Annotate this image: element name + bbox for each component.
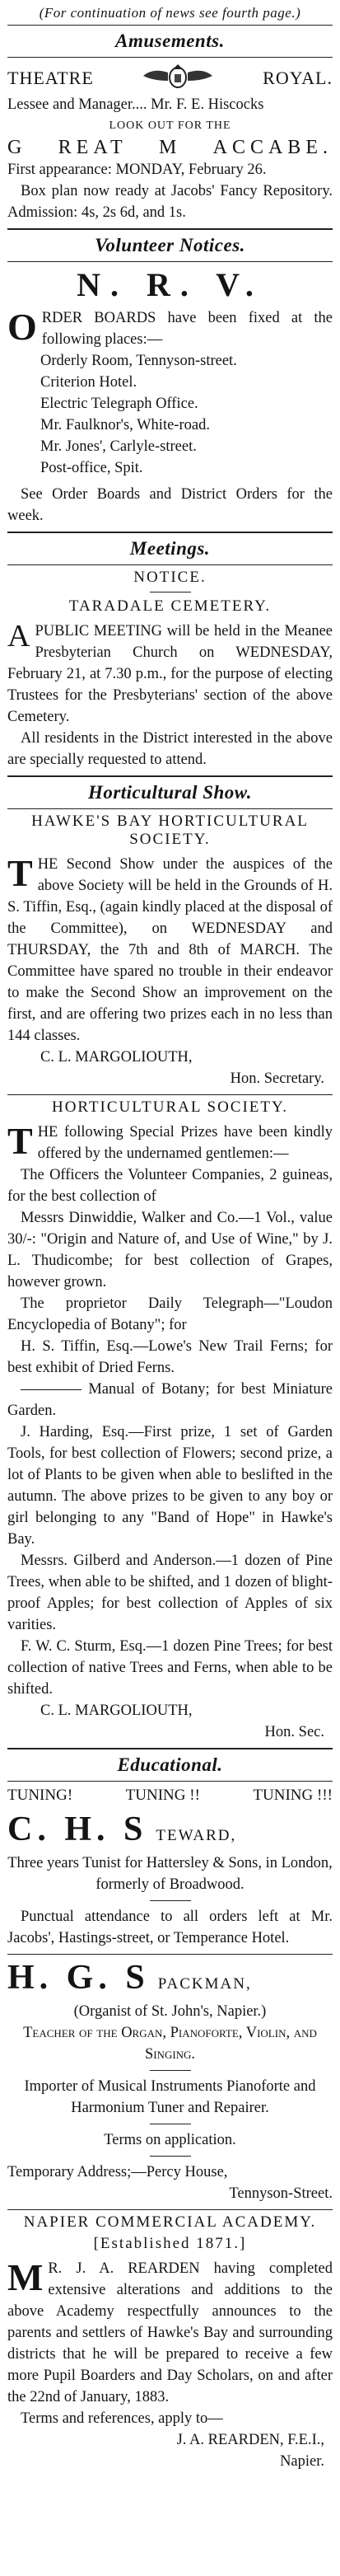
society-intro: HE following Special Prizes have been kindly offered by the undernamed gentlemen:—	[37, 1124, 333, 1162]
tuning-line	[7, 1787, 333, 1805]
list-item: Post-office, Spit.	[40, 460, 143, 476]
divider	[150, 2156, 191, 2157]
maccabe-word-rest: ACCABE.	[212, 137, 333, 158]
prize-paragraph: ———— Manual of Botany; for best Miniature Garden.	[7, 1381, 333, 1419]
prize-paragraph: H. S. Tiffin, Esq.—Lowe's New Trail Ferns; for best exhibit of Dried Ferns.	[7, 1338, 333, 1376]
academy-drop-cap: M	[7, 2258, 44, 2298]
box-plan: Box plan now ready at Jacobs' Fancy Repository. Admission: 4s, 2s 6d, and 1s.	[7, 183, 333, 221]
spackman-importer: Importer of Musical Instruments Pianoforte and Harmonium Tuner and Repairer.	[24, 2078, 316, 2116]
divider	[7, 1954, 333, 1955]
horticultural-heading: Horticultural Show.	[87, 782, 253, 803]
spackman-surname: PACKMAN,	[157, 1975, 252, 1993]
divider	[7, 261, 333, 262]
spackman-organist: (Organist of St. John's, Napier.)	[73, 2003, 267, 2020]
theatre-title-left: THEATRE	[7, 68, 94, 88]
horticultural-body-block	[7, 854, 333, 1047]
volunteer-footer: See Order Boards and District Orders for the week.	[7, 486, 333, 524]
royal-crest-icon	[128, 64, 227, 89]
academy-body-block	[7, 2258, 333, 2408]
divider	[7, 808, 333, 809]
divider	[7, 775, 333, 777]
divider	[150, 1900, 191, 1901]
academy-terms: Terms and references, apply to—	[21, 2410, 223, 2427]
steward-body: Three years Tunist for Hattersley & Sons, in London, formerly of Broadwood.	[7, 1855, 333, 1893]
prize-paragraph: J. Harding, Esq.—First prize, 1 set of Garden Tools, for best collection of Flowers; second prize, a lot of Plants to be given when able to beslifted in the autumn. The above prizes to be given to any boy or girl belonging to any "Band of Hope" in Hawke's Bay.	[7, 1424, 333, 1548]
divider	[7, 57, 333, 58]
divider	[7, 532, 333, 533]
prize-paragraph: The Officers the Volunteer Companies, 2 guineas, for the best collection of	[7, 1167, 333, 1205]
meeting-notice: NOTICE.	[133, 569, 207, 586]
list-item: Mr. Faulknor's, White-road.	[40, 417, 210, 433]
nrv-title: N. R. V.	[77, 266, 263, 303]
divider	[7, 2209, 333, 2210]
look-out-line: LOOK OUT FOR THE	[109, 119, 231, 132]
newspaper-page	[7, 0, 333, 2472]
academy-signature: J. A. REARDEN, F.E.I.,	[176, 2432, 324, 2448]
prize-paragraph: Messrs Dinwiddie, Walker and Co.—1 Vol., value 30/-: "Origin and Nature of, and Use of Wine," by J. L. Thudicombe; for best collection of Grapes, however grown.	[7, 1210, 333, 1290]
society-title: HORTICULTURAL SOCIETY.	[51, 1098, 289, 1116]
great-letter-g: G	[7, 137, 27, 158]
spackman-terms: Terms on application.	[104, 2132, 236, 2148]
tuning-3: TUNING !!!	[253, 1787, 333, 1804]
horticultural-drop-cap: T	[7, 854, 33, 894]
signature-title: Hon. Sec.	[264, 1724, 324, 1740]
meeting-title: TARADALE CEMETERY.	[68, 597, 272, 615]
divider	[7, 228, 333, 230]
signature-title: Hon. Secretary.	[230, 1070, 324, 1087]
divider	[150, 2070, 191, 2071]
horticultural-title: HAWKE'S BAY HORTICULTURAL SOCIETY.	[31, 813, 309, 848]
academy-body: R. J. A. REARDEN having completed extensive alterations and additions to the above Academy respectfully announces to the parents and settlers of Hawke's Bay and surrounding districts that he will be prepared to receive a few more Pupil Boarders and Day Scholars, on and after the 22nd of January, 1883.	[7, 2260, 333, 2405]
meetings-heading: Meetings.	[129, 538, 211, 559]
prize-paragraph: The proprietor Daily Telegraph—"Loudon Encyclopedia of Botany"; for	[7, 1295, 333, 1333]
first-appearance: First appearance: MONDAY, February 26.	[7, 162, 267, 178]
society-intro-block	[7, 1122, 333, 1164]
educational-heading: Educational.	[117, 1754, 223, 1775]
spackman-address: Temporary Address;—Percy House,	[7, 2164, 228, 2180]
lessee-line: Lessee and Manager.... Mr. F. E. Hiscocks	[7, 96, 264, 113]
list-item: Mr. Jones', Carlyle-street.	[40, 438, 197, 455]
prize-paragraph: F. W. C. Sturm, Esq.—1 dozen Pine Trees; for best collection of native Trees and Ferns, when able to be shifted.	[7, 1638, 333, 1698]
steward-note: Punctual attendance to all orders left at Mr. Jacobs', Hastings-street, or Temperance Hotel.	[7, 1909, 333, 1946]
divider	[7, 1094, 333, 1095]
horticultural-body: HE Second Show under the auspices of the above Society will be held in the Grounds of H. S. Tiffin, Esq., (again kindly placed at the disposal of the Committee), on WEDNESDAY and THURSDAY, the 7th and 8th of MARCH. The Committee have spared no trouble in their endeavor to make the Second Show an improvement on the first, and are offering two prizes each in no less than 144 classes.	[7, 856, 333, 1044]
volunteer-heading: Volunteer Notices.	[95, 235, 245, 255]
academy-established: [Established 1871.]	[93, 2235, 247, 2252]
steward-initials: C. H. S	[7, 1810, 148, 1848]
divider	[7, 1748, 333, 1749]
tuning-2: TUNING !!	[125, 1787, 200, 1804]
great-word-rest: REAT	[58, 137, 128, 158]
meeting-body-2: All residents in the District interested in the above are specially requested to attend.	[7, 730, 333, 768]
theatre-title	[7, 64, 333, 89]
academy-place: Napier.	[280, 2453, 324, 2470]
volunteer-drop-cap: O	[7, 307, 37, 348]
signature-name: C. L. MARGOLIOUTH,	[40, 1049, 193, 1066]
volunteer-intro: RDER BOARDS have been fixed at the following places:—	[41, 310, 333, 348]
continuation-note: (For continuation of news see fourth page.)	[39, 5, 301, 21]
academy-title: NAPIER COMMERCIAL ACADEMY.	[23, 2213, 317, 2231]
society-drop-cap: T	[7, 1122, 33, 1162]
maccabe-letter-m: M	[158, 137, 182, 158]
divider	[7, 1781, 333, 1782]
volunteer-intro-block	[7, 307, 333, 350]
spackman-address-2: Tennyson-Street.	[229, 2185, 333, 2202]
signature-name: C. L. MARGOLIOUTH,	[40, 1703, 193, 1719]
steward-name	[7, 1810, 333, 1849]
list-item: Orderly Room, Tennyson-street.	[40, 353, 237, 369]
spackman-teacher: Teacher of the Organ, Pianoforte, Violin, and Singing.	[23, 2025, 317, 2063]
theatre-title-right: ROYAL.	[263, 68, 333, 88]
meeting-body: PUBLIC MEETING will be held in the Meanee Presbyterian Church on WEDNESDAY, February 21, at 7.30 p.m., for the purpose of electing Trustees for the Presbyterians' section of the above Cemetery.	[7, 623, 333, 725]
prize-paragraph: Messrs. Gilberd and Anderson.—1 dozen of Pine Trees, when able to be shifted, and 1 dozen of blight-proof Apples; for best collection of Apples of six varities.	[7, 1553, 333, 1633]
tuning-1: TUNING!	[7, 1787, 73, 1804]
amusements-heading: Amusements.	[115, 30, 225, 51]
list-item: Criterion Hotel.	[40, 374, 137, 391]
meeting-drop-cap: A	[7, 621, 30, 653]
spackman-name	[7, 1958, 333, 1998]
great-maccabe-title	[7, 137, 333, 159]
divider	[7, 564, 333, 565]
steward-surname: TEWARD,	[156, 1827, 237, 1844]
spackman-initials: H. G. S	[7, 1959, 150, 1997]
divider	[7, 25, 333, 26]
order-board-places	[7, 350, 333, 479]
list-item: Electric Telegraph Office.	[40, 396, 198, 412]
meeting-body-block	[7, 621, 333, 728]
